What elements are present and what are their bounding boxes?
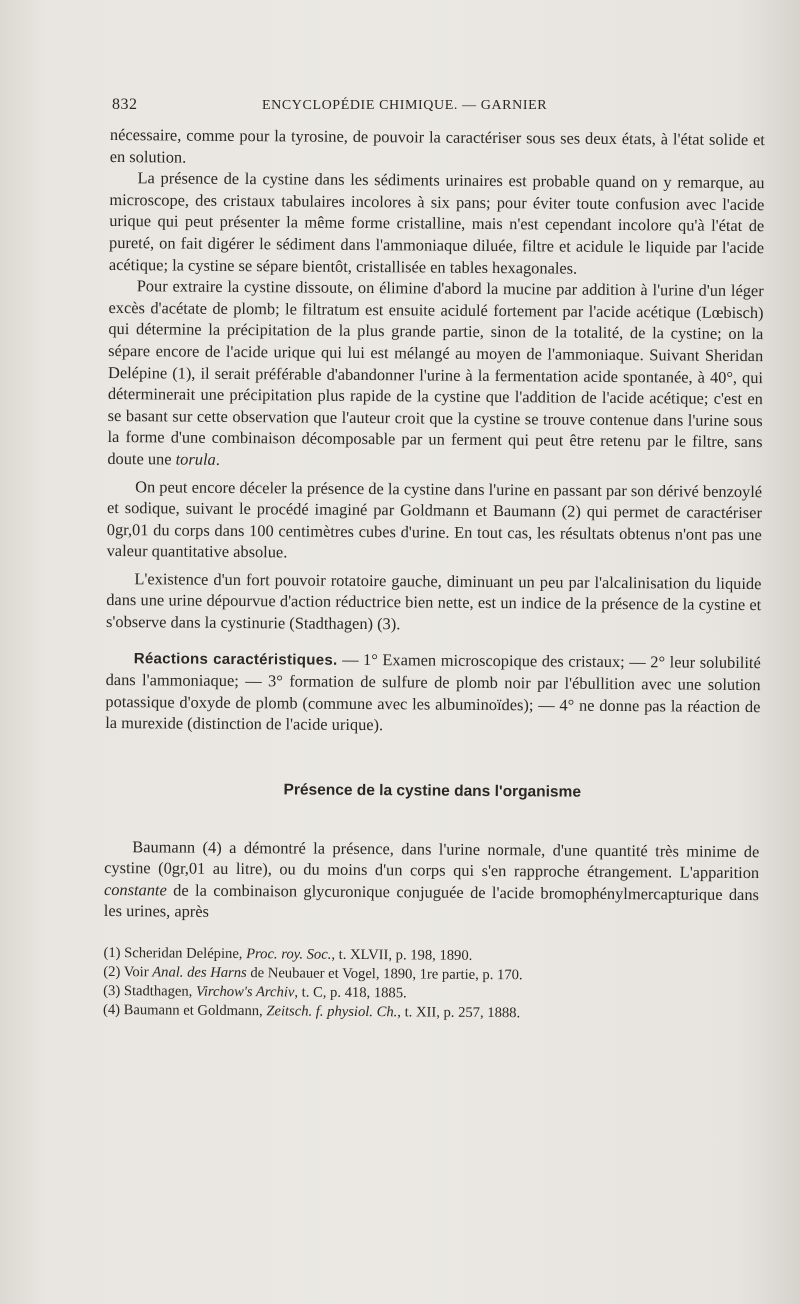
- running-title: ENCYCLOPÉDIE CHIMIQUE. — GARNIER: [262, 98, 548, 113]
- paragraph-7-text-b: de la combinaison glycuronique conjuguée de l'acide bromophénylmercapturique dans les urines, après: [103, 880, 760, 922]
- footnote-3-italic: Virchow's Archiv: [195, 983, 295, 1001]
- section-title: Présence de la cystine dans l'organisme: [283, 781, 582, 801]
- paragraph-2: La présence de la cystine dans les sédiments urinaires est probable quand on y remarque, au microscope, des cristaux tabulaires incolores à six pans; pour éviter toute confusion avec l'acide urique qui peut présenter la même forme cristalline, mais n'est cependant incolore qu'à l'état de pureté, on fait digérer le sédiment dans l'ammoniaque diluée, filtre et acidule le liquide par l'acide acétique; la cystine se sépare bientôt, cristallisée en tables hexagonales.: [108, 168, 765, 278]
- reactions-text: — 1° Examen microscopique des cristaux; — 2° leur solubilité dans l'ammoniaque; — 3° formation de sulfure de plomb noir par l'ébullition avec une solution potassique d'oxyde de plomb (commune avec les albuminoïdes); — 4° ne donne pas la réaction de la murexide (distinction de l'acide urique).: [105, 649, 761, 735]
- footnote-1-text: (1) Scheridan Delépine,: [103, 944, 243, 963]
- footnote-3-end: , t. C, p. 418, 1885.: [294, 984, 407, 1002]
- paragraph-3-end: .: [215, 449, 220, 469]
- reactions-label: Réactions caractéristiques.: [133, 649, 338, 669]
- paragraph-1: nécessaire, comme pour la tyrosine, de pouvoir la caractériser sous ses deux états, à l'état solide et en solution.: [109, 124, 765, 167]
- footnote-4-italic: Zeitsch. f. physiol. Ch.: [266, 1003, 398, 1021]
- paragraph-5: L'existence d'un fort pouvoir rotatoire gauche, diminuant un peu par l'alcalinisation du liquide dans une urine dépourvue d'action réductrice bien nette, est un indice de la présence de la cystine et s'observe dans la cystinurie (Stadthagen) (3).: [106, 569, 762, 634]
- paragraph-6: [105, 647, 761, 740]
- footnote-2-italic: Anal. des Harns: [152, 964, 247, 982]
- footnote-1-end: , t. XLVII, p. 198, 1890.: [331, 946, 473, 964]
- footnote-2-text: (2) Voir: [103, 963, 149, 981]
- footnote-2-end: de Neubauer et Vogel, 1890, 1re partie, p. 170.: [250, 965, 523, 984]
- paragraph-7-text-a: Baumann (4) a démontré la présence, dans l'urine normale, d'une quantité très minime de cystine (0gr,01 au litre), ou du moins d'un corps qui s'en rapproche étrangement. L'apparition: [104, 836, 760, 883]
- footnotes: [103, 944, 759, 1025]
- footnote-4: [103, 1001, 758, 1025]
- footnote-1-italic: Proc. roy. Soc.: [246, 946, 332, 963]
- paragraph-4: On peut encore déceler la présence de la cystine dans l'urine en passant par son dérivé benzoylé et sodique, suivant le procédé imaginé par Goldmann et Baumann (2) qui permet de caractériser 0gr,01 du corps dans 100 centimètres cubes d'urine. En tout cas, les résultats obtenus n'ont pas une valeur quantitative absolue.: [106, 476, 763, 562]
- page-number: 832: [112, 96, 138, 113]
- paragraph-7-italic: constante: [103, 879, 167, 900]
- paragraph-7: [104, 836, 760, 928]
- page-body: [103, 124, 765, 1025]
- page-header: [112, 96, 774, 118]
- paragraph-3: [107, 275, 764, 474]
- footnote-4-text: (4) Baumann et Goldmann,: [102, 1001, 263, 1020]
- paragraph-3-italic: torula: [175, 449, 216, 469]
- footnote-4-end: , t. XII, p. 257, 1888.: [397, 1004, 521, 1022]
- paragraph-3-text: Pour extraire la cystine dissoute, on élimine d'abord la mucine par addition à l'urine d'un léger excès d'acétate de plomb; le filtratum est ensuite acidulé fortement par l'acide acétique (Lœbisch) qui détermine la précipitation de la plus grande partie, sinon de la totalité, de la cystine; on la sépare encore de l'acide urique qui lui est mélangé au moyen de l'ammoniaque. Suivant Sheridan Delépine (1), il serait préférable d'abandonner l'urine à la fermentation acide spontanée, à 40°, qui déterminerait une précipitation plus rapide de la cystine que l'addition de l'acide acétique; c'est en se basant sur cette observation que l'auteur croit que la cystine se trouve contenue dans l'urine sous la forme d'une combinaison décomposable par un ferment qui peut être retenu par le filtre, sans doute une: [107, 276, 764, 469]
- footnote-3-text: (3) Stadthagen,: [103, 982, 193, 1000]
